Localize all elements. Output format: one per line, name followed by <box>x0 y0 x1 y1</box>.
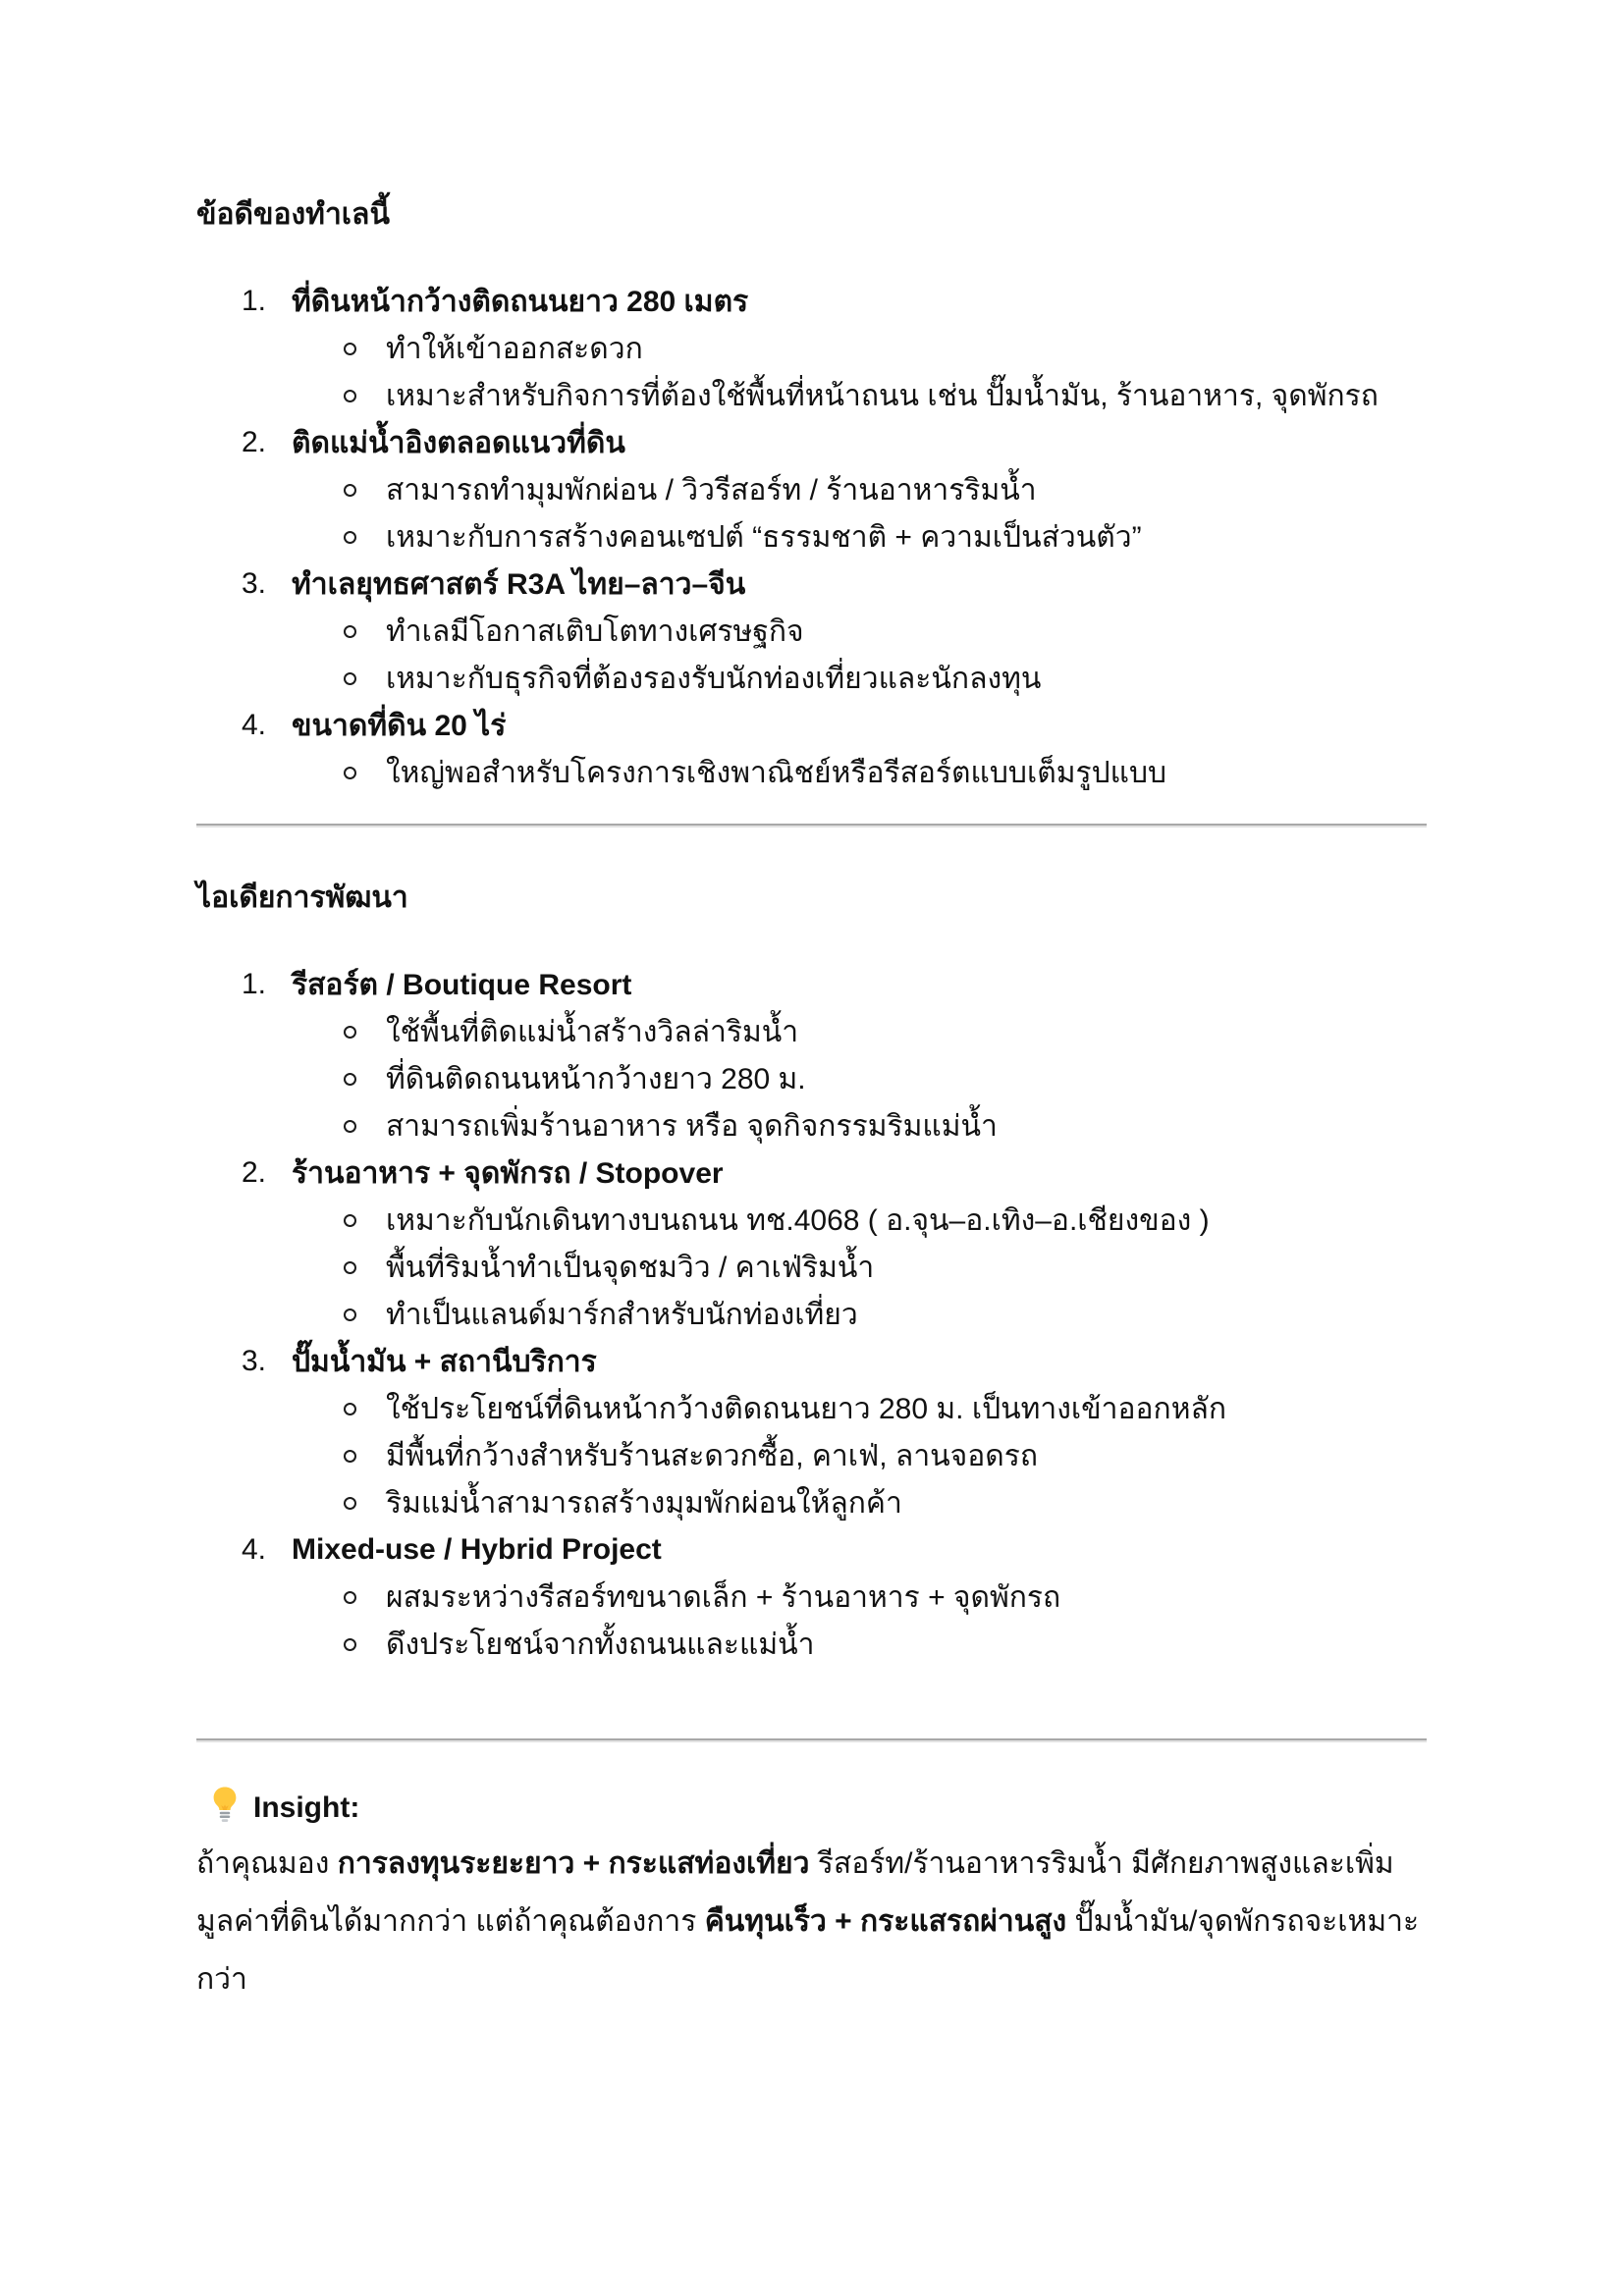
sub-item <box>196 749 1453 796</box>
item-number: 1. <box>242 968 267 1000</box>
sub-item-text: เหมาะกับธุรกิจที่ต้องรองรับนักท่องเที่ยวและนักลงทุน <box>386 662 1042 695</box>
item-number: 2. <box>242 426 267 458</box>
sub-item <box>196 1197 1453 1244</box>
sub-item <box>196 1621 1453 1668</box>
circle-bullet-icon <box>344 1261 356 1274</box>
item-number: 2. <box>242 1156 267 1189</box>
sub-item-text: ดึงประโยชน์จากทั้งถนนและแม่น้ำ <box>386 1628 815 1661</box>
item-title: ร้านอาหาร + จุดพักรถ / Stopover <box>292 1156 724 1190</box>
sub-item-text: สามารถทำมุมพักผ่อน / วิวรีสอร์ท / ร้านอาหารริมน้ำ <box>386 473 1037 507</box>
circle-bullet-icon <box>344 1497 356 1510</box>
sub-item-text: สามารถเพิ่มร้านอาหาร หรือ จุดกิจกรรมริมแม่น้ำ <box>386 1109 998 1143</box>
sub-item <box>196 1385 1453 1432</box>
sub-item-text: ใหญ่พอสำหรับโครงการเชิงพาณิชย์หรือรีสอร์ตแบบเต็มรูปแบบ <box>386 756 1167 789</box>
item-title: ทำเลยุทธศาสตร์ R3A ไทย–ลาว–จีน <box>292 567 746 601</box>
insight-heading <box>196 1785 1453 1832</box>
item-title: ปั๊มน้ำมัน + สถานีบริการ <box>292 1345 597 1378</box>
list-item <box>196 419 1453 466</box>
sub-item-text: เหมาะกับนักเดินทางบนถนน ทช.4068 ( อ.จุน–อ.เทิง–อ.เชียงของ ) <box>386 1203 1210 1237</box>
insight-text-segment: ถ้าคุณมอง <box>196 1847 338 1880</box>
sub-item-text: เหมาะสำหรับกิจการที่ต้องใช้พื้นที่หน้าถนน เช่น ปั๊มน้ำมัน, ร้านอาหาร, จุดพักรถ <box>386 379 1379 412</box>
insight-text-segment-bold: การลงทุนระยะยาว + กระแสท่องเที่ยว <box>337 1847 810 1880</box>
item-number: 4. <box>242 709 267 741</box>
sub-item-text: ทำเลมีโอกาสเติบโตทางเศรษฐกิจ <box>386 614 804 648</box>
list-item <box>196 1526 1453 1574</box>
circle-bullet-icon <box>344 343 356 355</box>
item-number: 3. <box>242 567 267 600</box>
circle-bullet-icon <box>344 390 356 402</box>
section-divider <box>196 824 1427 828</box>
circle-bullet-icon <box>344 531 356 544</box>
sub-item-text: ใช้ประโยชน์ที่ดินหน้ากว้างติดถนนยาว 280 ม. เป็นทางเข้าออกหลัก <box>386 1392 1227 1425</box>
circle-bullet-icon <box>344 1403 356 1415</box>
sub-item <box>196 1479 1453 1526</box>
sub-item-text: ผสมระหว่างรีสอร์ทขนาดเล็ก + ร้านอาหาร + จุดพักรถ <box>386 1580 1061 1614</box>
sub-item-text: ที่ดินติดถนนหน้ากว้างยาว 280 ม. <box>386 1062 806 1095</box>
item-title: ขนาดที่ดิน 20 ไร่ <box>292 709 507 742</box>
circle-bullet-icon <box>344 1026 356 1039</box>
list-item <box>196 278 1453 325</box>
section-advantages <box>196 193 1453 796</box>
item-number: 1. <box>242 285 267 317</box>
sub-item-text: พื้นที่ริมน้ำทำเป็นจุดชมวิว / คาเฟ่ริมน้ำ <box>386 1251 875 1284</box>
circle-bullet-icon <box>344 625 356 638</box>
circle-bullet-icon <box>344 1073 356 1086</box>
circle-bullet-icon <box>344 672 356 685</box>
insight-text-segment: รีสอร์ท/ร้านอาหารริมน้ำ มีศักยภาพสูงและเพิ่มมูลค่าที่ดินได้มากกว่า แต่ถ้าคุณต้องการ <box>196 1847 1394 1938</box>
sub-item-text: ทำให้เข้าออกสะดวก <box>386 332 643 365</box>
lightbulb-icon <box>210 1786 240 1831</box>
item-title: ที่ดินหน้ากว้างติดถนนยาว 280 เมตร <box>292 285 749 318</box>
insight-paragraph <box>196 1835 1453 2008</box>
sub-item <box>196 608 1453 655</box>
insight-text-segment: ปั๊มน้ำมัน/จุดพักรถจะเหมาะกว่า <box>196 1905 1420 1996</box>
circle-bullet-icon <box>344 484 356 497</box>
sub-item <box>196 1008 1453 1055</box>
circle-bullet-icon <box>344 1450 356 1463</box>
ideas-list <box>196 961 1453 1668</box>
sub-item-text: ริมแม่น้ำสามารถสร้างมุมพักผ่อนให้ลูกค้า <box>386 1486 902 1520</box>
item-title: รีสอร์ต / Boutique Resort <box>292 968 632 1001</box>
advantages-list <box>196 278 1453 796</box>
sub-item <box>196 655 1453 702</box>
sub-item <box>196 466 1453 513</box>
item-title: ติดแม่น้ำอิงตลอดแนวที่ดิน <box>292 426 625 459</box>
section-development-ideas <box>196 877 1453 1668</box>
list-item <box>196 561 1453 608</box>
item-number: 4. <box>242 1533 267 1566</box>
sub-item <box>196 1244 1453 1291</box>
sub-item-text: ทำเป็นแลนด์มาร์กสำหรับนักท่องเที่ยว <box>386 1298 858 1331</box>
section-divider <box>196 1738 1427 1742</box>
sub-item-text: ใช้พื้นที่ติดแม่น้ำสร้างวิลล่าริมน้ำ <box>386 1015 799 1048</box>
circle-bullet-icon <box>344 1591 356 1604</box>
sub-item <box>196 1574 1453 1621</box>
sub-item <box>196 1291 1453 1338</box>
circle-bullet-icon <box>344 1214 356 1227</box>
sub-item <box>196 372 1453 419</box>
sub-item-text: มีพื้นที่กว้างสำหรับร้านสะดวกซื้อ, คาเฟ่, ลานจอดรถ <box>386 1439 1039 1472</box>
list-item <box>196 702 1453 749</box>
insight-label: Insight: <box>253 1791 360 1824</box>
sub-item <box>196 325 1453 372</box>
sub-item <box>196 1432 1453 1479</box>
list-item <box>196 1149 1453 1197</box>
insight-text-segment-bold: คืนทุนเร็ว + กระแสรถผ่านสูง <box>704 1905 1067 1938</box>
section-heading: ไอเดียการพัฒนา <box>196 881 408 914</box>
circle-bullet-icon <box>344 1120 356 1133</box>
item-title: Mixed-use / Hybrid Project <box>292 1533 662 1566</box>
list-item <box>196 961 1453 1008</box>
sub-item-text: เหมาะกับการสร้างคอนเซปต์ “ธรรมชาติ + ความเป็นส่วนตัว” <box>386 520 1142 554</box>
sub-item <box>196 513 1453 561</box>
circle-bullet-icon <box>344 767 356 779</box>
item-number: 3. <box>242 1345 267 1377</box>
sub-item <box>196 1102 1453 1149</box>
insight-section <box>196 1785 1453 2008</box>
list-item <box>196 1338 1453 1385</box>
circle-bullet-icon <box>344 1308 356 1321</box>
sub-item <box>196 1055 1453 1102</box>
circle-bullet-icon <box>344 1638 356 1651</box>
section-heading: ข้อดีของทำเลนี้ <box>196 198 390 231</box>
